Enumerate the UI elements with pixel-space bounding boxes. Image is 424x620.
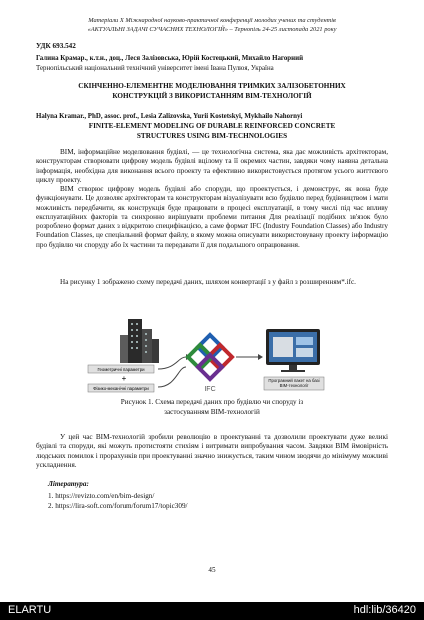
monitor-icon — [266, 329, 320, 372]
conference-header-line1: Матеріали X Міжнародної науково-практичної конференції молодих учених та студентів — [88, 17, 336, 24]
paragraph-1: BIM, інформаційне моделювання будівлі, — це технологічна система, яка дає можливість архітекторам, конструкторам створювати цифрову модель будівлі вцілому та її окремих частин, завдяки чому наявна детальна інформація, необхідна для виконання всього проекту та ефективно використовується протягом усього життєвого циклу проекту. — [36, 148, 388, 184]
udk-code: УДК 693.542 — [36, 42, 76, 50]
arrow-to-ifc-top — [158, 357, 186, 369]
paragraph-3: На рисунку 1 зображено схему передачі даних, шляхом конвертації з у файл з розширенням*.ifc. — [60, 278, 356, 286]
physics-label: Фізико-механічні параметри — [93, 386, 149, 391]
figure-caption-line2: застосуванням BIM-технологій — [164, 408, 260, 416]
title-en-line2: STRUCTURES USING BIM-TECHNOLOGIES — [136, 132, 288, 140]
building-icon — [120, 319, 159, 363]
reference-1[interactable]: 1. https://revizto.com/en/bim-design/ — [48, 492, 155, 500]
authors-ua: Галина Крамар., к.т.н., доц., Леся Залізовська, Юрій Костецький, Михайло Нагорний — [36, 55, 304, 62]
bim-data-transfer-figure — [86, 317, 336, 399]
affiliation: Тернопільський національний технічний університет імені Івана Пулюя, Україна — [36, 65, 274, 72]
ifc-logo-icon — [188, 335, 232, 379]
paragraph-2: BIM створює цифрову модель будівлі або споруди, що проектується, і демонструє, як вона буде функціонувати. Це дозволяє архітекторам та конструкторам візуалізувати всю будівлю перед будівництвом і мати можливість передбачити, як конструкція буде працювати в процесі експлуатації, в тому числі під час впливу експлуатаційних факторів та синхронно вирішувати проблеми питання Для реалізації подібних зв'язок було розроблено формат даних з відкритою специфікацією, а саме формат IFC (Industry Foundation Classes) або Industry Foundation Classes, це спеціальний формат файлу, в якому можна описувати використовувану проекту інформацію про будівлю чи споруду або їх частини та передавати її для подальшого опрацювання. — [36, 185, 388, 249]
conference-header-line2: «АКТУАЛЬНІ ЗАДАЧІ СУЧАСНИХ ТЕХНОЛОГІЙ» – Тернопіль 24-25 листопада 2021 року — [87, 26, 337, 33]
reference-2[interactable]: 2. https://lira-soft.com/forum/forum17/topic309/ — [48, 502, 188, 510]
geometry-label: Геометричні параметри — [97, 367, 145, 372]
footer-bar — [0, 602, 424, 620]
plus-sign: + — [121, 374, 127, 383]
authors-en: Halyna Kramar., PhD, assoc. prof., Lesia Zalizovska, Yurii Kostetskyi, Mykhailo Nahornyi — [36, 113, 303, 120]
repository-name: ELARTU — [8, 604, 52, 616]
arrowhead-icon — [258, 354, 263, 360]
handle-id: hdl:lib/36420 — [353, 604, 416, 616]
references-title: Література: — [48, 480, 89, 488]
ifc-label: IFC — [204, 386, 216, 393]
arrow-to-ifc-bottom — [158, 367, 186, 387]
title-ua-line1: СКІНЧЕННО-ЕЛЕМЕНТНЕ МОДЕЛЮВАННЯ ТРИМКИХ ЗАЛІЗОБЕТОННИХ — [78, 82, 346, 90]
page-number: 45 — [208, 566, 216, 574]
title-en-line1: FINITE-ELEMENT MODELING OF DURABLE REINFORCED CONCRETE — [88, 122, 336, 130]
figure-caption-line1: Рисунок 1. Схема передачі даних про будівлю чи споруду із — [120, 398, 304, 406]
title-ua-line2: КОНСТРУКЦІЙ З ВИКОРИСТАННЯМ BIM-ТЕХНОЛОГІЙ — [112, 92, 312, 100]
paragraph-4: У цей час BIM-технологій зробили революцію в проектуванні та дозволили проектувати дуже великі будівлі та споруди, які можуть протистояти стихіям і витримати випробування часом. Завдяки BIM ймовірність людських помилок і прорахунків при проектуванні значно знижується, таким чином зводячи до мінімуму можливі ускладнення. — [36, 433, 388, 469]
program-label: Програмний пакет на базі BIM-технології — [268, 378, 320, 388]
